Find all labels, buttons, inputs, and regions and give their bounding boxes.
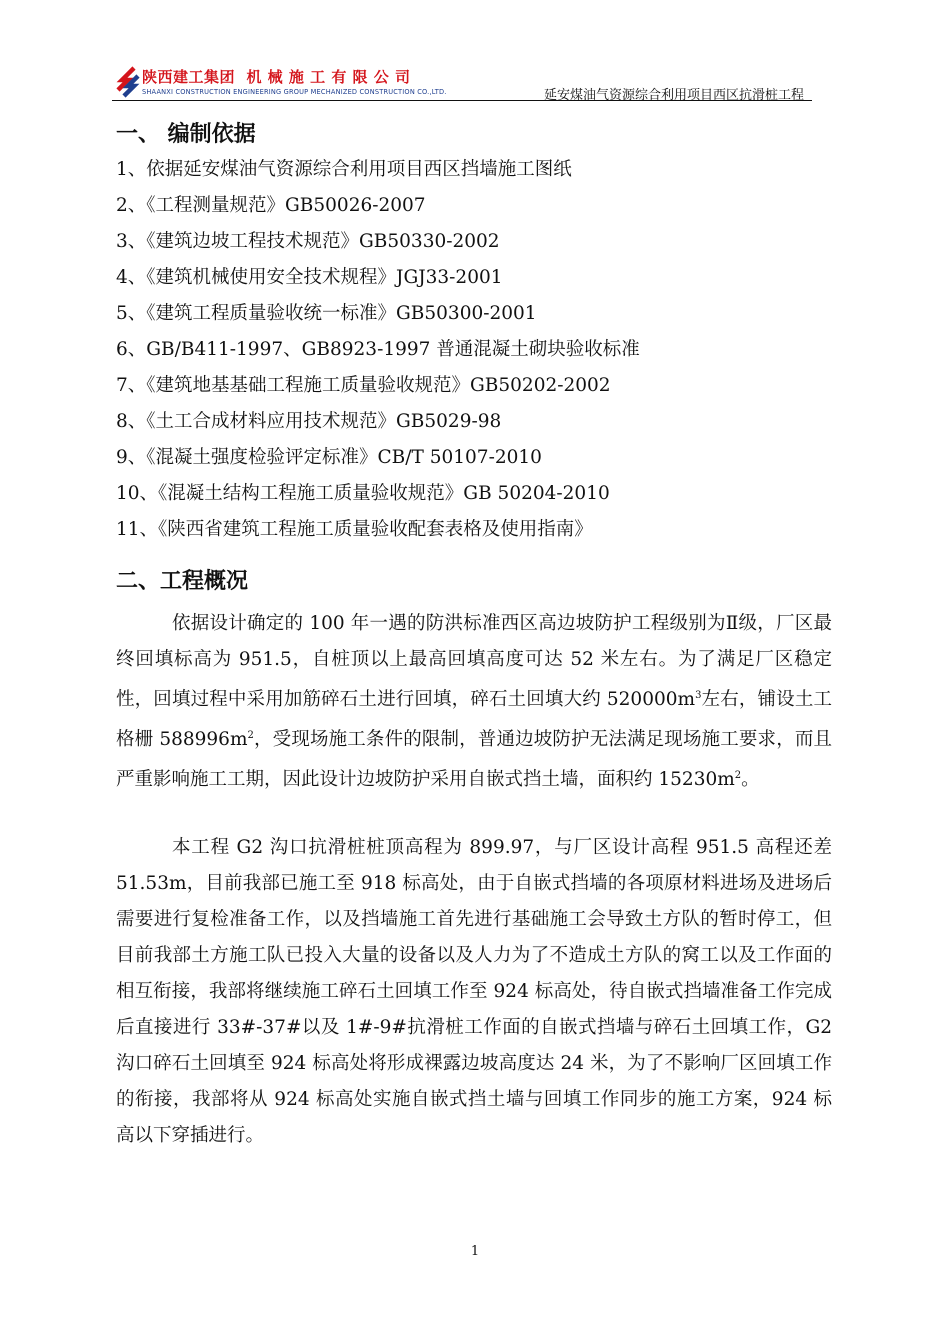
reference-item: 2、《工程测量规范》GB50026-2007 — [116, 195, 426, 216]
reference-item: 3、《建筑边坡工程技术规范》GB50330-2002 — [116, 231, 500, 252]
reference-list — [116, 154, 640, 550]
reference-item: 11、《陕西省建筑工程施工质量验收配套表格及使用指南》 — [116, 519, 593, 540]
superscript: 2 — [734, 770, 742, 782]
reference-item: 5、《建筑工程质量验收统一标准》GB50300-2001 — [116, 303, 537, 324]
section-heading-overview: 二、工程概况 — [116, 569, 249, 594]
superscript: 3 — [695, 690, 702, 701]
reference-item: 1、依据延安煤油气资源综合利用项目西区挡墙施工图纸 — [116, 159, 572, 180]
paragraph-text: ，受现场施工条件的限制，普通边坡防护无法满足现场施工要求，而且严重影响施工工期，因此设计边坡防护采用自嵌式挡土墙，面积约 15230m — [116, 729, 832, 791]
overview-paragraph-2: 本工程 G2 沟口抗滑桩桩顶高程为 899.97，与厂区设计高程 951.5 高程还差 51.53m，目前我部已施工至 918 标高处，由于自嵌式挡墙的各项原材料进场及进场后需要进行复检准备工作，以及挡墙施工首先进行基础施工会导致土方队的暂时停工，但目前我部土方施工队已投入大量的设备以及人力为了不造成土方队的窝工以及工作面的相互衔接，我部将继续施工碎石土回填工作至 924 标高处，待自嵌式挡墙准备工作完成后直接进行 33#-37#以及 1#-9#抗滑桩工作面的自嵌式挡墙与碎石土回填工作，G2 沟口碎石土回填至 924 标高处将形成裸露边坡高度达 24 米，为了不影响厂区回填工作的衔接，我部将从 924 标高处实施自嵌式挡土墙与回填工作同步的施工方案，924 标高以下穿插进行。 — [116, 837, 832, 1146]
overview-paragraph-1 — [116, 606, 832, 798]
company-logo-icon — [112, 66, 142, 98]
paragraph-text: 左右，铺设土工格栅 588996m — [116, 689, 832, 751]
reference-item: 8、《土工合成材料应用技术规范》GB5029-98 — [116, 411, 502, 432]
reference-item: 10、《混凝土结构工程施工质量验收规范》GB 50204-2010 — [116, 483, 610, 504]
company-name-cn: 陕西建工集团 机 械 施 工 有 限 公 司 — [142, 68, 411, 86]
superscript: 2 — [247, 730, 254, 742]
page-header — [112, 62, 812, 102]
reference-item: 4、《建筑机械使用安全技术规程》JGJ33-2001 — [116, 267, 503, 288]
paragraph-text: 依据设计确定的 100 年一遇的防洪标准西区高边坡防护工程级别为Ⅱ级，厂区最终回填标高为 951.5，自桩顶以上最高回填高度可达 52 米左右。为了满足厂区稳定性，回填过程中采用加筋碎石土进行回填，碎石土回填大约 520000m — [116, 613, 832, 711]
paragraph-text: 。 — [741, 769, 760, 791]
page-number: 1 — [470, 1244, 480, 1259]
project-name: 延安煤油气资源综合利用项目西区抗滑桩工程 — [543, 88, 804, 103]
reference-item: 6、GB/B411-1997、GB8923-1997 普通混凝土砌块验收标准 — [116, 339, 640, 360]
reference-item: 7、《建筑地基基础工程施工质量验收规范》GB50202-2002 — [116, 375, 611, 396]
company-name-en: SHAANXI CONSTRUCTION ENGINEERING GROUP MECHANIZED CONSTRUCTION CO.,LTD. — [142, 88, 447, 96]
header-divider — [112, 100, 812, 101]
reference-item: 9、《混凝土强度检验评定标准》CB/T 50107-2010 — [116, 447, 542, 468]
section-heading-basis: 一、 编制依据 — [116, 122, 256, 147]
